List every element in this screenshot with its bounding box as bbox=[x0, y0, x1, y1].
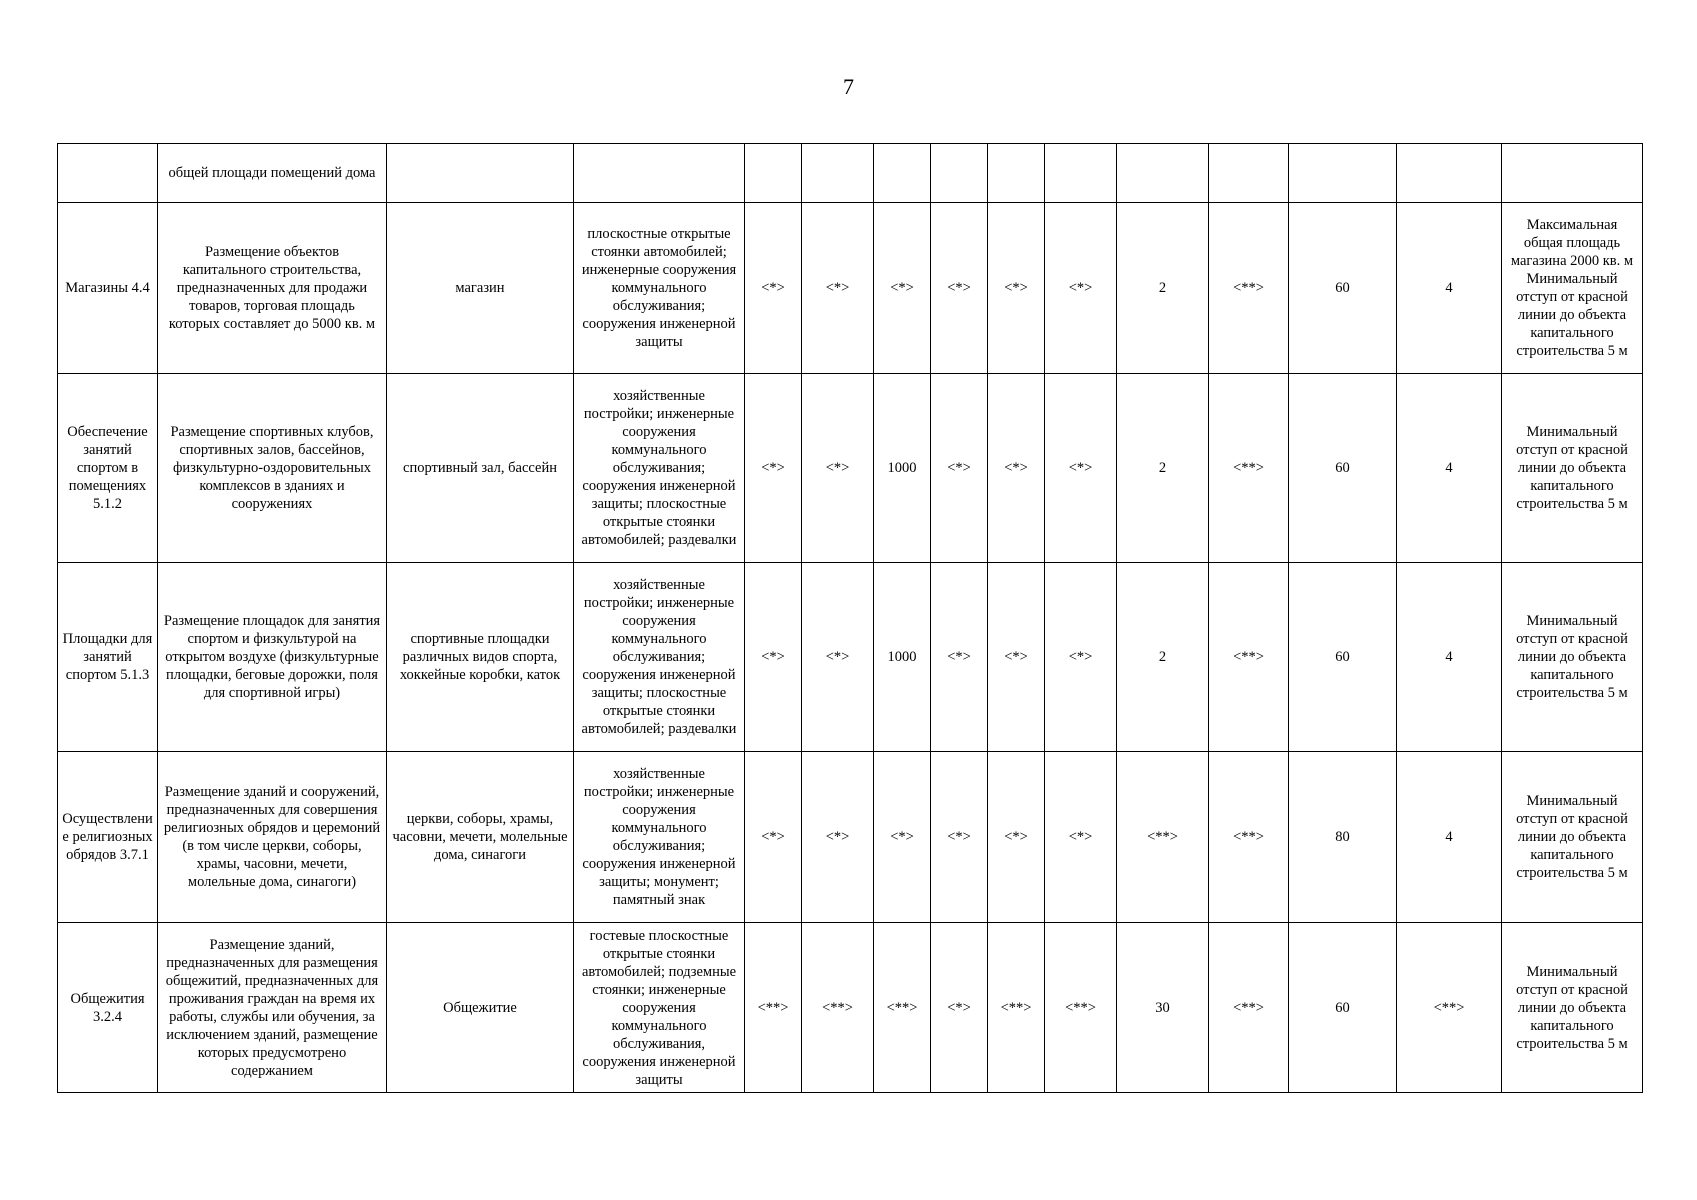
use-name-cell: Общежития 3.2.4 bbox=[58, 923, 158, 1093]
use-name-cell bbox=[58, 144, 158, 203]
table-row bbox=[58, 203, 1643, 374]
main-use-cell: Общежитие bbox=[387, 923, 574, 1093]
param-cell-8: <**> bbox=[1209, 923, 1289, 1093]
param-cell-6: <*> bbox=[1045, 374, 1117, 563]
use-description-cell: Размещение зданий и сооружений, предназначенных для совершения религиозных обрядов и церемоний (в том числе церкви, соборы, храмы, часовни, мечети, молельные дома, синагоги) bbox=[158, 752, 387, 923]
use-name-cell: Обеспечение занятий спортом в помещениях 5.1.2 bbox=[58, 374, 158, 563]
notes-cell bbox=[1502, 144, 1643, 203]
param-cell-7: <**> bbox=[1117, 752, 1209, 923]
auxiliary-use-cell: хозяйственные постройки; инженерные сооружения коммунального обслуживания; сооружения инженерной защиты; плоскостные открытые стоянки автомобилей; раздевалки bbox=[574, 563, 745, 752]
param-cell-2: <*> bbox=[802, 563, 874, 752]
param-cell-5 bbox=[988, 144, 1045, 203]
use-name-cell: Осуществление религиозных обрядов 3.7.1 bbox=[58, 752, 158, 923]
param-cell-2: <**> bbox=[802, 923, 874, 1093]
param-cell-9: 80 bbox=[1289, 752, 1397, 923]
param-cell-1: <*> bbox=[745, 752, 802, 923]
param-cell-3 bbox=[874, 144, 931, 203]
auxiliary-use-cell bbox=[574, 144, 745, 203]
use-name-cell: Площадки для занятий спортом 5.1.3 bbox=[58, 563, 158, 752]
param-cell-2 bbox=[802, 144, 874, 203]
param-cell-1: <*> bbox=[745, 563, 802, 752]
param-cell-5: <*> bbox=[988, 203, 1045, 374]
param-cell-4: <*> bbox=[931, 374, 988, 563]
param-cell-2: <*> bbox=[802, 203, 874, 374]
param-cell-8: <**> bbox=[1209, 752, 1289, 923]
main-use-cell: спортивный зал, бассейн bbox=[387, 374, 574, 563]
param-cell-6 bbox=[1045, 144, 1117, 203]
param-cell-6: <**> bbox=[1045, 923, 1117, 1093]
main-use-cell bbox=[387, 144, 574, 203]
param-cell-7: 30 bbox=[1117, 923, 1209, 1093]
param-cell-10: 4 bbox=[1397, 752, 1502, 923]
use-description-cell: Размещение зданий, предназначенных для размещения общежитий, предназначенных для проживания граждан на время их работы, службы или обучения, за исключением зданий, размещение которых предусмотрено содержанием bbox=[158, 923, 387, 1093]
param-cell-1: <**> bbox=[745, 923, 802, 1093]
notes-cell: Минимальный отступ от красной линии до объекта капитального строительства 5 м bbox=[1502, 374, 1643, 563]
zoning-table bbox=[57, 143, 1643, 1093]
param-cell-5: <*> bbox=[988, 752, 1045, 923]
param-cell-1: <*> bbox=[745, 203, 802, 374]
param-cell-10: 4 bbox=[1397, 203, 1502, 374]
notes-cell: Максимальная общая площадь магазина 2000 кв. м Минимальный отступ от красной линии до объекта капитального строительства 5 м bbox=[1502, 203, 1643, 374]
table-row bbox=[58, 752, 1643, 923]
param-cell-1 bbox=[745, 144, 802, 203]
param-cell-8 bbox=[1209, 144, 1289, 203]
param-cell-9: 60 bbox=[1289, 374, 1397, 563]
param-cell-9: 60 bbox=[1289, 563, 1397, 752]
param-cell-4: <*> bbox=[931, 563, 988, 752]
param-cell-9 bbox=[1289, 144, 1397, 203]
param-cell-10: 4 bbox=[1397, 563, 1502, 752]
table-row bbox=[58, 923, 1643, 1093]
param-cell-6: <*> bbox=[1045, 203, 1117, 374]
param-cell-8: <**> bbox=[1209, 203, 1289, 374]
param-cell-7: 2 bbox=[1117, 374, 1209, 563]
param-cell-6: <*> bbox=[1045, 752, 1117, 923]
main-use-cell: магазин bbox=[387, 203, 574, 374]
param-cell-9: 60 bbox=[1289, 203, 1397, 374]
main-use-cell: церкви, соборы, храмы, часовни, мечети, молельные дома, синагоги bbox=[387, 752, 574, 923]
notes-cell: Минимальный отступ от красной линии до объекта капитального строительства 5 м bbox=[1502, 563, 1643, 752]
param-cell-10: <**> bbox=[1397, 923, 1502, 1093]
use-description-cell: общей площади помещений дома bbox=[158, 144, 387, 203]
param-cell-7: 2 bbox=[1117, 563, 1209, 752]
param-cell-3: 1000 bbox=[874, 563, 931, 752]
param-cell-5: <**> bbox=[988, 923, 1045, 1093]
param-cell-7: 2 bbox=[1117, 203, 1209, 374]
param-cell-6: <*> bbox=[1045, 563, 1117, 752]
notes-cell: Минимальный отступ от красной линии до объекта капитального строительства 5 м bbox=[1502, 923, 1643, 1093]
auxiliary-use-cell: хозяйственные постройки; инженерные сооружения коммунального обслуживания; сооружения инженерной защиты; монумент; памятный знак bbox=[574, 752, 745, 923]
param-cell-8: <**> bbox=[1209, 374, 1289, 563]
param-cell-5: <*> bbox=[988, 374, 1045, 563]
param-cell-8: <**> bbox=[1209, 563, 1289, 752]
param-cell-2: <*> bbox=[802, 752, 874, 923]
page-number: 7 bbox=[843, 74, 854, 99]
param-cell-9: 60 bbox=[1289, 923, 1397, 1093]
param-cell-4: <*> bbox=[931, 203, 988, 374]
param-cell-4: <*> bbox=[931, 752, 988, 923]
use-description-cell: Размещение объектов капитального строительства, предназначенных для продажи товаров, торговая площадь которых составляет до 5000 кв. м bbox=[158, 203, 387, 374]
param-cell-4: <*> bbox=[931, 923, 988, 1093]
use-name-cell: Магазины 4.4 bbox=[58, 203, 158, 374]
param-cell-1: <*> bbox=[745, 374, 802, 563]
main-use-cell: спортивные площадки различных видов спорта, хоккейные коробки, каток bbox=[387, 563, 574, 752]
table-row bbox=[58, 563, 1643, 752]
param-cell-3: <*> bbox=[874, 203, 931, 374]
param-cell-10 bbox=[1397, 144, 1502, 203]
use-description-cell: Размещение спортивных клубов, спортивных залов, бассейнов, физкультурно-оздоровительных комплексов в зданиях и сооружениях bbox=[158, 374, 387, 563]
param-cell-2: <*> bbox=[802, 374, 874, 563]
use-description-cell: Размещение площадок для занятия спортом и физкультурой на открытом воздухе (физкультурные площадки, беговые дорожки, поля для спортивной игры) bbox=[158, 563, 387, 752]
param-cell-5: <*> bbox=[988, 563, 1045, 752]
auxiliary-use-cell: хозяйственные постройки; инженерные сооружения коммунального обслуживания; сооружения инженерной защиты; плоскостные открытые стоянки автомобилей; раздевалки bbox=[574, 374, 745, 563]
auxiliary-use-cell: гостевые плоскостные открытые стоянки автомобилей; подземные стоянки; инженерные сооружения коммунального обслуживания, сооружения инженерной защиты bbox=[574, 923, 745, 1093]
param-cell-4 bbox=[931, 144, 988, 203]
auxiliary-use-cell: плоскостные открытые стоянки автомобилей; инженерные сооружения коммунального обслуживания; сооружения инженерной защиты bbox=[574, 203, 745, 374]
param-cell-3: 1000 bbox=[874, 374, 931, 563]
param-cell-3: <**> bbox=[874, 923, 931, 1093]
table-row bbox=[58, 374, 1643, 563]
notes-cell: Минимальный отступ от красной линии до объекта капитального строительства 5 м bbox=[1502, 752, 1643, 923]
param-cell-7 bbox=[1117, 144, 1209, 203]
table-row bbox=[58, 144, 1643, 203]
param-cell-3: <*> bbox=[874, 752, 931, 923]
param-cell-10: 4 bbox=[1397, 374, 1502, 563]
